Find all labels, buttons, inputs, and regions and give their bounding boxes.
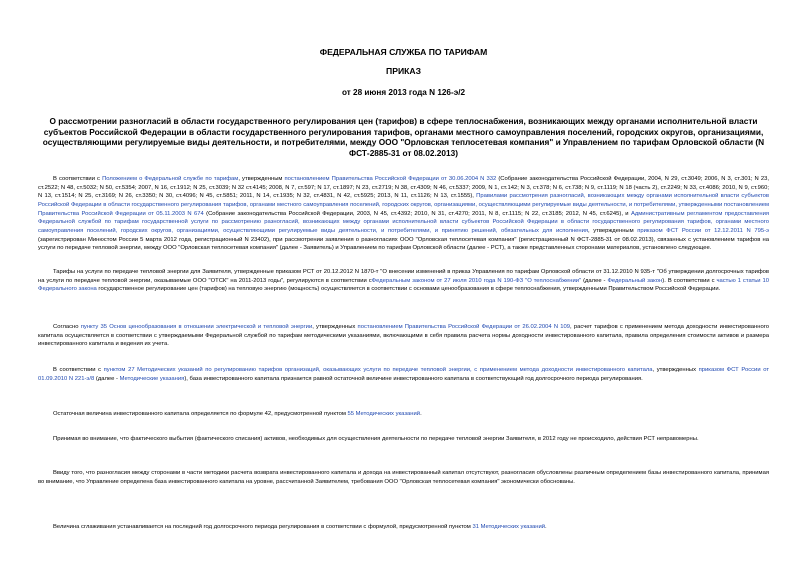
document-title: О рассмотрении разногласий в области государственного регулирования цен (тарифов) в сфере теплоснабжения, возникающих между органами исполнительной власти субъектов Российской Федерации в области государственного регулирования тарифов, органами местного самоуправления поселений, городских округов, организациями, осуществляющими регулируемые виды деятельности, и потребителями, между ООО "Орловская теплосетевая компания" и Управлением по тарифам Орловской области (N ФСТ-2885-31 от 08.02.2013) (42, 116, 765, 158)
text-span: , утвержденных (652, 367, 699, 373)
paragraph-5 (38, 410, 769, 419)
link-administrative-regulation[interactable]: Административным регламентом предоставления Федеральной службой по тарифам государственной услуги по рассмотрению разногласий, возникающих между органами исполнительной власти субъектов Российской Федерации в области государственного регулирования тарифов, органами местного самоуправления поселений, городских округов, организациями, осуществляющими регулируемые виды деятельности, и потребителями, и принятию решений, обязательных для исполнения (38, 210, 770, 234)
text-span: , расчет тарифов с применением метода доходности инвестированного капитала осуществляется в соответствии с утверждаемыми Федеральной службой по тарифам методическими указаниями, включающими в себя правила расчета нормы доходности инвестированного капитала, правила определения стоимости активов и размера инвестированного капитала и ведения их учета. (38, 324, 769, 348)
text-span: государственное регулирование цен (тарифов) на тепловую энергию (мощность) осуществляется в соответствии с основами ценообразования в сфере теплоснабжения, утвержденными Правительством Российской Федерации. (96, 286, 721, 293)
paragraph-8 (38, 523, 769, 532)
text-span: В соответствии с (53, 367, 104, 373)
text-span: . (420, 411, 422, 417)
paragraph-2 (38, 268, 769, 294)
text-span: , утвержденных (312, 324, 358, 330)
paragraph-6 (38, 435, 769, 444)
text-span: (зарегистрирован Минюстом России 5 марта 2012 года, регистрационный N 23402), при рассмотрении заявления о разногласиях ООО "Орловская теплосетевая компания" (регистрационный N ФСТ-2885-31 от 08.02.2013), связанных с установлением тарифов на услуги по передаче тепловой энергии, между ООО "Орловская теплосетевая компания" (далее - Заявитель) и Управлением по тарифам Орловской области (далее - РСТ), а также представленных сторонами материалов, установлено следующее. (38, 236, 769, 252)
text-span: Тарифы на услуги по передаче тепловой энергии для Заявителя, утвержденные приказом РСТ от 20.12.2012 N 1870-т "О внесении изменений в приказ Управления по тарифам Орловской области от 31.12.2010 N 935-т "Об утверждении долгосрочных тарифов на услуги по передаче тепловой энергии, оказываемые ООО "ОТСК" на 2011-2013 годы", регулируются в соответствии с (38, 269, 769, 284)
link-dispute-rules-674[interactable]: Правилами рассмотрения разногласий, возникающих между органами исполнительной власти субъектов Российской Федерации в области государственного регулирования тарифов, органами местного самоуправления поселений, городских округов, организациями, осуществляющими регулируемые виды деятельности, и потребителями, утвержденными постановлением Правительства Российской Федерации от 05.11.2003 N 674 (38, 193, 769, 217)
paragraph-1 (38, 175, 769, 253)
text-span: Согласно (53, 324, 81, 330)
document-type-heading: ПРИКАЗ (386, 66, 421, 76)
text-span: , утвержденным (238, 176, 285, 182)
text-span: , утвержденным (588, 227, 638, 234)
link-regulation-fst[interactable]: Положением о Федеральной службе по тарифам (102, 176, 239, 182)
paragraph-4 (38, 366, 769, 383)
link-guidelines-item-55[interactable]: 55 Методических указаний (347, 411, 421, 417)
link-article-10-part-1[interactable]: частью 1 статьи 10 Федерального закона (38, 277, 770, 293)
link-order-221[interactable]: приказом ФСТ России от 01.09.2010 N 221-э/8 (38, 367, 769, 382)
link-guidelines-item-31[interactable]: 31 Методических указаний (472, 524, 546, 530)
text-span: . (545, 524, 547, 530)
text-span: (Собрание законодательства Российской Федерации, 2004, N 29, ст.3049; 2006, N 3, ст.301; N 23, ст.2522; N 48, ст.5032; N 50, ст.5354; 2007, N 16, ст.1912; N 25, ст.3039; N 32 ст.4145; 2008, N 7, ст.597; N 17, ст.1897; N 23, ст.2719; N 38, ст.4309; N 46, ст.5337; 2009, N 1, ст.142; N 3, ст.378; N 6, ст.738; N 9, ст.1119; N 18 (часть 2), ст.2249; N 33, ст.4086; 2010, N 9, ст.960; N 13, ст.1514; N 25, ст.3169; N 26, ст.3350; N 30, ст.4096; N 45, ст.5851; 2011, N 14, ст.1935; N 32, ст.4831, N 42, ст.5925; 2013, N 11, ст.1126; N 13, ст.1555), (38, 176, 769, 200)
text-span: ). В соответствии с (662, 277, 717, 284)
link-government-decree-332[interactable]: постановлением Правительства Российской Федерации от 30.06.2004 N 332 (284, 176, 497, 182)
link-pricing-basics-item-35[interactable]: пункту 35 Основ ценообразования в отношении электрической и тепловой энергии (80, 324, 313, 330)
link-government-decree-109[interactable]: постановлением Правительства Российской Федерации от 26.02.2004 N 109 (357, 324, 571, 330)
text-span: (Собрание законодательства Российской Федерации, 2003, N 45, ст.4392; 2010, N 31, ст.4270; 2011, N 8, ст.1115; N 22, ст.3185; 2012, N 45, ст.6245), и (203, 210, 631, 217)
text-span: ), база инвестированного капитала признается равной остаточной величине инвестированного капитала в соответствующий год долгосрочного периода регулирования. (184, 375, 643, 382)
paragraph-7 (38, 469, 769, 486)
link-federal-law[interactable]: Федеральный закон (607, 277, 663, 284)
link-guidelines-item-27[interactable]: пунктом 27 Методических указаний по регулированию тарифов организаций, оказывающих услуги по передаче тепловой энергии, с применением метода доходности инвестированного капитала (103, 367, 653, 373)
text-span: Ввиду того, что разногласия между сторонами в части методики расчета возврата инвестированного капитала и дохода на инвестированный капитал отсутствуют, разногласия обусловлены различным определением базы инвестированного капитала, принимая во внимание, что Управление определена база инвестированного капитала на уровне, рассчитанной Заявителем, требования ООО "Орловская теплосетевая компания" экономически обоснованы. (38, 470, 769, 485)
text-span: Принимая во внимание, что фактического выбытия (фактического списания) активов, необходимых для осуществления деятельности по передаче тепловой энергии Заявителя, в 2012 году не происходило, действия РСТ неправомерны. (53, 436, 699, 442)
text-span: В соответствии с (53, 176, 103, 182)
text-span: (далее - (581, 277, 608, 284)
document-date-number: от 28 июня 2013 года N 126-э/2 (341, 88, 466, 97)
text-span: (далее - (94, 375, 120, 382)
text-span: Величина сглаживания устанавливается на последний год долгосрочного периода регулирования в соответствии с формулой, предусмотренной пунктом (53, 524, 473, 530)
link-guidelines[interactable]: Методические указания (119, 375, 185, 382)
link-federal-law-190[interactable]: Федеральным законом от 27 июля 2010 года N 190-ФЗ "О теплоснабжении" (371, 277, 582, 284)
paragraph-3 (38, 323, 769, 349)
link-order-795[interactable]: приказом ФСТ России от 12.12.2011 N 795-э (637, 227, 770, 234)
agency-heading: ФЕДЕРАЛЬНАЯ СЛУЖБА ПО ТАРИФАМ (319, 47, 488, 57)
text-span: Остаточная величина инвестированного капитала определяется по формуле 42, предусмотренной пунктом (53, 411, 348, 417)
